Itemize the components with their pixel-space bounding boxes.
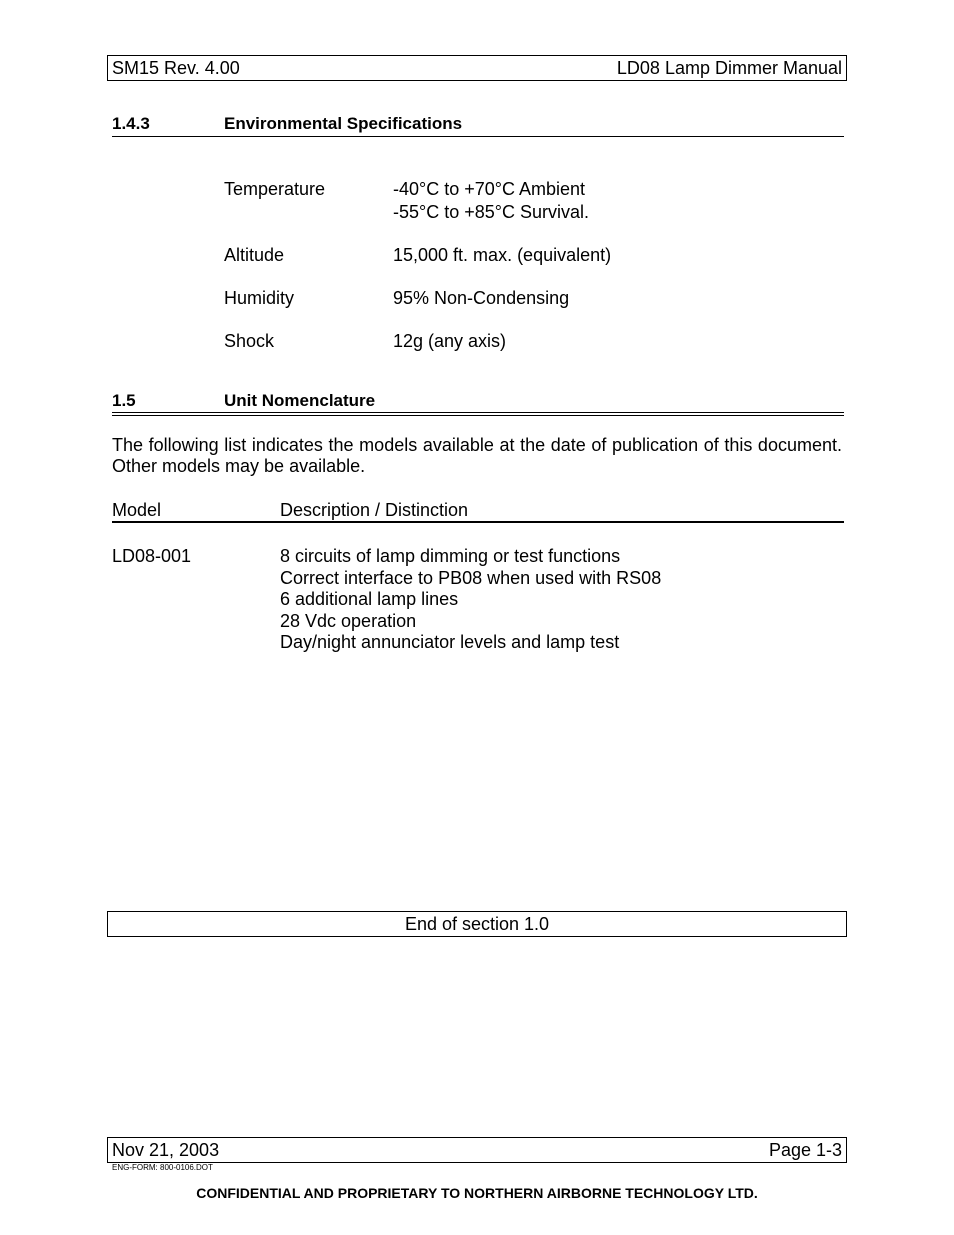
- page-header: [107, 55, 847, 81]
- section-rule-nom: [112, 412, 844, 416]
- spec-label-altitude: Altitude: [224, 245, 285, 265]
- spec-value-altitude: 15,000 ft. max. (equivalent): [393, 245, 612, 265]
- document-revision: SM15 Rev. 4.00: [112, 58, 240, 78]
- table-header-rule: [112, 521, 844, 523]
- description-line: Day/night annunciator levels and lamp test: [280, 632, 620, 652]
- spec-label-temperature: Temperature: [224, 179, 326, 199]
- spec-label-shock: Shock: [224, 331, 275, 351]
- model-description: [280, 546, 661, 654]
- section-title-nom: Unit Nomenclature: [224, 391, 376, 410]
- section-number-env: 1.4.3: [112, 114, 150, 133]
- spec-value-temperature-survival: -55°C to +85°C Survival.: [393, 202, 589, 222]
- spec-value-temperature-ambient: -40°C to +70°C Ambient: [393, 179, 585, 199]
- column-header-model: Model: [112, 500, 162, 520]
- spec-label-humidity: Humidity: [224, 288, 295, 308]
- spec-value-humidity: 95% Non-Condensing: [393, 288, 570, 308]
- document-date: Nov 21, 2003: [112, 1140, 220, 1160]
- end-of-section-box: [107, 911, 847, 937]
- description-line: 28 Vdc operation: [280, 610, 417, 631]
- description-line: 6 additional lamp lines: [280, 589, 459, 609]
- end-of-section-text: End of section 1.0: [404, 914, 550, 934]
- section-title-env: Environmental Specifications: [224, 114, 463, 133]
- page-footer: [107, 1137, 847, 1163]
- model-name: LD08-001: [112, 546, 192, 566]
- document-title: LD08 Lamp Dimmer Manual: [616, 58, 842, 78]
- spec-value-shock: 12g (any axis): [393, 331, 507, 351]
- page-number: Page 1-3: [768, 1140, 842, 1160]
- section-rule-env: [112, 136, 844, 137]
- nomenclature-intro: The following list indicates the models available at the date of publication of this document. Other models may be available.: [112, 435, 842, 476]
- description-line: 8 circuits of lamp dimming or test functions: [280, 546, 621, 566]
- description-line: Correct interface to PB08 when used with RS08: [280, 567, 662, 588]
- section-number-nom: 1.5: [112, 391, 136, 410]
- column-header-description: Description / Distinction: [280, 500, 469, 520]
- form-code: ENG-FORM: 800-0106.DOT: [112, 1163, 213, 1172]
- confidentiality-notice: CONFIDENTIAL AND PROPRIETARY TO NORTHERN AIRBORNE TECHNOLOGY LTD.: [196, 1185, 758, 1201]
